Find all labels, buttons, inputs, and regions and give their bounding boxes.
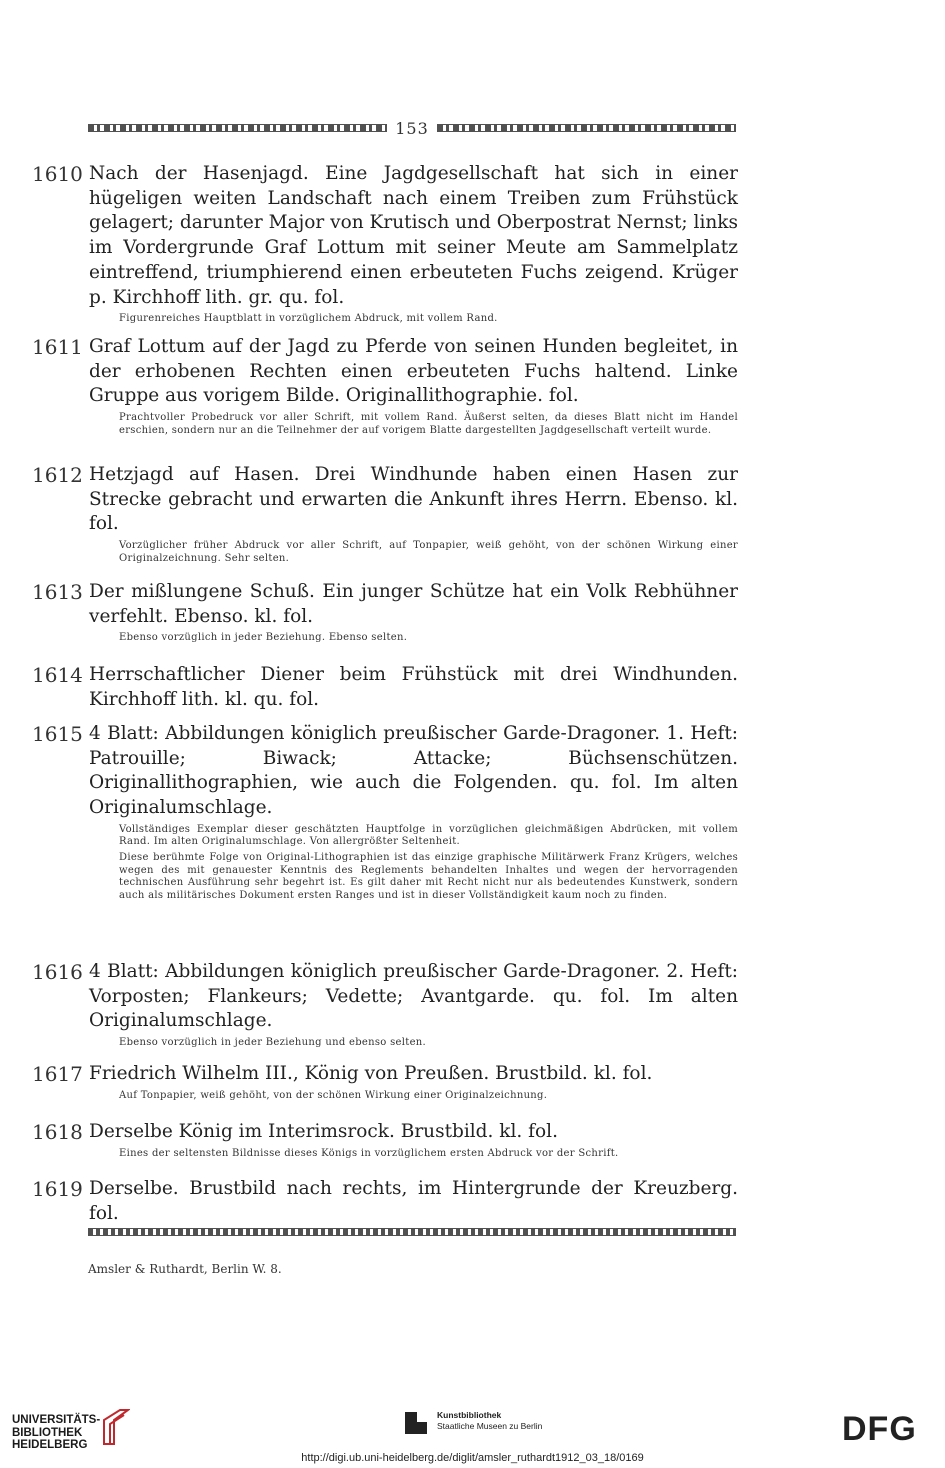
- dfg-logo: DFG: [842, 1410, 917, 1448]
- kb-subtitle: Staatliche Museen zu Berlin: [437, 1421, 543, 1431]
- ub-logo-line: HEIDELBERG: [12, 1439, 88, 1451]
- ub-logo-line: BIBLIOTHEK: [12, 1426, 83, 1439]
- ub-logo-line: UNIVERSITÄTS-: [12, 1414, 101, 1426]
- kunstbibliothek-icon: [403, 1410, 429, 1438]
- footer-ornament: [88, 1228, 736, 1236]
- source-url[interactable]: http://digi.ub.uni-heidelberg.de/diglit/amsler_ruthardt1912_03_18/0169: [301, 1452, 644, 1464]
- publisher-imprint: Amsler & Ruthardt, Berlin W. 8.: [88, 1262, 282, 1276]
- entry-number: 1614: [32, 663, 83, 687]
- ub-heidelberg-logo-text: [12, 1414, 100, 1452]
- digitization-bar: [0, 1398, 945, 1468]
- catalog-entry: [32, 1062, 738, 1102]
- entry-text: Herrschaftlicher Diener beim Frühstück mit drei Windhunden. Kirchhoff lith. kl. qu. fol.: [89, 664, 738, 710]
- entry-text: Derselbe König im Interimsrock. Brustbild. kl. fol.: [89, 1121, 558, 1142]
- catalog-entry: [32, 580, 738, 645]
- entry-text: Friedrich Wilhelm III., König von Preußen. Brustbild. kl. fol.: [89, 1063, 653, 1084]
- kunstbibliothek-logo: [403, 1410, 542, 1438]
- catalog-entry: [32, 1120, 738, 1160]
- catalog-entry: [32, 162, 738, 326]
- entry-note: Eines der seltensten Bildnisse dieses Königs in vorzüglichem ersten Abdruck vor der Schrift.: [119, 1147, 619, 1159]
- entry-text: Hetzjagd auf Hasen. Drei Windhunde haben einen Hasen zur Strecke gebracht und erwarten die Ankunft ihres Herrn. Ebenso. kl. fol.: [89, 464, 738, 535]
- entry-number: 1618: [32, 1120, 83, 1144]
- entry-text: Derselbe. Brustbild nach rechts, im Hintergrunde der Kreuzberg. fol.: [89, 1178, 738, 1224]
- kb-name: Kunstbibliothek: [437, 1410, 502, 1420]
- entry-text: Graf Lottum auf der Jagd zu Pferde von seinen Hunden begleitet, in der erhobenen Rechten einen erbeuteten Fuchs haltend. Linke Gruppe aus vorigem Bilde. Originallithographie. fol.: [89, 336, 738, 407]
- entry-number: 1615: [32, 722, 83, 746]
- entry-number: 1611: [32, 335, 83, 359]
- entry-note: Figurenreiches Hauptblatt in vorzüglichem Abdruck, mit vollem Rand.: [119, 313, 498, 325]
- entry-note: Vorzüglicher früher Abdruck vor aller Schrift, auf Tonpapier, weiß gehöht, von der schönen Wirkung einer Originalzeichnung. Sehr selten.: [119, 540, 738, 564]
- ub-heidelberg-logo-icon: [100, 1406, 130, 1446]
- entry-note: Diese berühmte Folge von Original-Lithographien ist das einzige graphische Militärwerk Franz Krügers, welches wegen des mit genauester Kenntnis des Reglements behandelten Inhaltes und wegen der hervorragenden technischen Ausführung sehr begehrt ist. Es gilt daher mit Recht nicht nur als bedeutendes Kunstwerk, sondern auch als militärisches Dokument ersten Ranges und ist in dieser Vollständigkeit kaum noch zu finden.: [119, 852, 738, 901]
- entry-note: Auf Tonpapier, weiß gehöht, von der schönen Wirkung einer Originalzeichnung.: [119, 1089, 548, 1101]
- entry-number: 1612: [32, 463, 83, 487]
- entry-note: Prachtvoller Probedruck vor aller Schrift, mit vollem Rand. Äußerst selten, da dieses Blatt nicht im Handel erschien, sondern nur an die Teilnehmer der auf vorigem Blatte dargestellten Jagdgesellschaft verteilt wurde.: [119, 412, 738, 436]
- entry-number: 1613: [32, 580, 83, 604]
- entry-text: Nach der Hasenjagd. Eine Jagdgesellschaft hat sich in einer hügeligen weiten Landschaft nach einem Treiben zum Frühstück gelagert; darunter Major von Krutisch und Oberpostrat Nernst; links im Vordergrunde Graf Lottum mit seiner Meute am Sammelplatz eintreffend, triumphierend einen erbeuteten Fuchs zeigend. Krüger p. Kirchhoff lith. gr. qu. fol.: [89, 163, 738, 308]
- catalog-entry: [32, 1177, 738, 1226]
- catalog-entry: [32, 722, 738, 902]
- entry-text: Der mißlungene Schuß. Ein junger Schütze hat ein Volk Rebhühner verfehlt. Ebenso. kl. fol.: [89, 581, 738, 627]
- entry-number: 1610: [32, 162, 83, 186]
- header-ornament-right: [437, 124, 736, 132]
- entry-note: Ebenso vorzüglich in jeder Beziehung. Ebenso selten.: [119, 632, 408, 644]
- entry-text: 4 Blatt: Abbildungen königlich preußischer Garde-Dragoner. 1. Heft: Patrouille; Biwack; Attacke; Büchsenschützen. Originallithographien, wie auch die Folgenden. qu. fol. Im alten Originalumschlage.: [89, 723, 738, 819]
- catalog-entry: [32, 960, 738, 1050]
- entry-note: Vollständiges Exemplar dieser geschätzten Hauptfolge in vorzüglichen gleichmäßigen Abdrücken, mit vollem Rand. Im alten Originalumschlage. Von allergrößter Seltenheit.: [119, 823, 738, 848]
- catalog-entry: [32, 463, 738, 565]
- catalog-entry: [32, 335, 738, 437]
- page-header: [88, 118, 736, 138]
- catalog-entry: [32, 663, 738, 712]
- entry-note: Ebenso vorzüglich in jeder Beziehung und ebenso selten.: [119, 1037, 427, 1049]
- page-number: 153: [395, 118, 429, 138]
- entry-number: 1617: [32, 1062, 83, 1086]
- entry-number: 1616: [32, 960, 83, 984]
- entry-text: 4 Blatt: Abbildungen königlich preußischer Garde-Dragoner. 2. Heft: Vorposten; Flankeurs; Vedette; Avantgarde. qu. fol. Im alten Originalumschlage.: [89, 961, 738, 1032]
- header-ornament-left: [88, 124, 387, 132]
- entry-number: 1619: [32, 1177, 83, 1201]
